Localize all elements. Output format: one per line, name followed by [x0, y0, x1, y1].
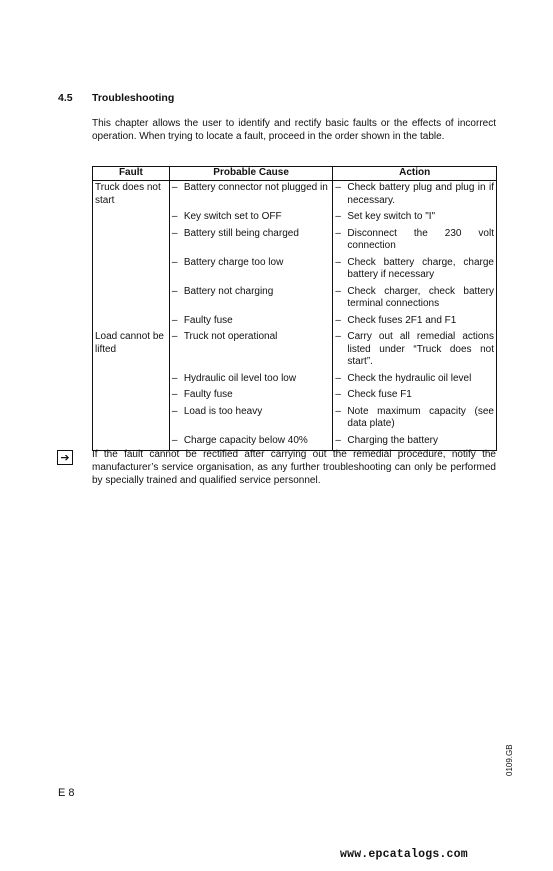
fault-cell	[93, 227, 170, 256]
cause-cell	[169, 405, 333, 434]
table-row	[93, 210, 497, 227]
cause-text: Faulty fuse	[183, 389, 233, 400]
fault-cell	[93, 285, 170, 314]
list-dash: –	[171, 256, 178, 268]
table-row	[93, 181, 497, 211]
list-dash: –	[335, 211, 341, 222]
fault-cell	[93, 405, 170, 434]
list-dash: –	[335, 331, 341, 342]
list-dash: –	[171, 331, 178, 342]
action-cell	[333, 227, 497, 256]
list-dash: –	[335, 314, 341, 326]
header-action: Action	[333, 167, 497, 181]
list-dash: –	[171, 434, 178, 446]
cause-text: Battery not charging	[183, 285, 274, 297]
cause-text: Truck not operational	[183, 331, 278, 342]
section-number: 4.5	[58, 92, 73, 104]
table-row	[93, 372, 497, 389]
action-text: Check fuse F1	[347, 389, 412, 400]
fault-cell	[93, 372, 170, 389]
page-number: E 8	[58, 787, 75, 799]
action-cell	[333, 210, 497, 227]
cause-text: Battery still being charged	[183, 227, 299, 239]
action-text: Check battery plug and plug in if necessary.	[347, 182, 494, 206]
list-dash: –	[335, 227, 341, 239]
table-header-row	[93, 167, 497, 181]
action-cell	[333, 330, 497, 372]
cause-cell	[169, 181, 333, 211]
action-cell	[333, 285, 497, 314]
cause-cell	[169, 330, 333, 372]
list-dash: –	[335, 389, 341, 400]
list-dash: –	[171, 405, 178, 417]
note-paragraph: If the fault cannot be rectified after carrying out the remedial procedure, notify the manufacturer’s service organisation, as any further troubleshooting can only be performed by specially trained and qualified service personnel.	[92, 449, 496, 486]
action-cell	[333, 405, 497, 434]
fault-cell: Truck does not start	[93, 181, 170, 211]
action-cell	[333, 372, 497, 389]
cause-text: Battery connector not plugged in	[183, 182, 328, 193]
action-cell	[333, 314, 497, 331]
fault-cell	[93, 210, 170, 227]
list-dash: –	[171, 314, 178, 326]
table-row	[93, 227, 497, 256]
document-code: 0109.GB	[505, 744, 514, 776]
action-text: Charging the battery	[347, 434, 439, 446]
header-fault: Fault	[93, 167, 170, 181]
cause-cell	[169, 314, 333, 331]
cause-cell	[169, 285, 333, 314]
list-dash: –	[335, 405, 341, 417]
list-dash: –	[171, 182, 178, 193]
section-title: Troubleshooting	[92, 92, 175, 104]
fault-cell	[93, 388, 170, 405]
cause-cell	[169, 210, 333, 227]
action-cell	[333, 256, 497, 285]
action-text: Check battery charge, charge battery if necessary	[347, 256, 494, 280]
list-dash: –	[335, 256, 341, 268]
cause-text: Battery charge too low	[183, 256, 284, 268]
table-row	[93, 314, 497, 331]
cause-cell	[169, 227, 333, 256]
list-dash: –	[171, 211, 178, 222]
action-text: Check charger, check battery terminal connections	[347, 285, 494, 309]
list-dash: –	[171, 285, 178, 297]
cause-text: Key switch set to OFF	[183, 211, 282, 222]
troubleshooting-table	[92, 166, 497, 451]
action-text: Note maximum capacity (see data plate)	[347, 405, 494, 429]
list-dash: –	[171, 227, 178, 239]
action-cell	[333, 181, 497, 211]
header-cause: Probable Cause	[169, 167, 333, 181]
cause-text: Load is too heavy	[183, 405, 263, 417]
website-watermark: www.epcatalogs.com	[340, 848, 468, 861]
cause-text: Charge capacity below 40%	[183, 434, 308, 446]
table-body	[93, 181, 497, 451]
intro-paragraph: This chapter allows the user to identify and rectify basic faults or the effects of incorrect operation. When trying to locate a fault, proceed in the order shown in the table.	[92, 118, 496, 142]
list-dash: –	[335, 372, 341, 384]
arrow-right-icon: ➔	[57, 450, 73, 465]
action-cell	[333, 388, 497, 405]
action-text: Disconnect the 230 volt connection	[347, 227, 494, 251]
list-dash: –	[171, 389, 178, 400]
table-row	[93, 388, 497, 405]
list-dash: –	[171, 372, 178, 384]
action-text: Set key switch to "I"	[347, 211, 436, 222]
table-row	[93, 330, 497, 372]
section-heading	[58, 92, 174, 104]
table-row	[93, 405, 497, 434]
table-row	[93, 285, 497, 314]
fault-cell	[93, 314, 170, 331]
action-text: Carry out all remedial actions listed under “Truck does not start”.	[347, 331, 494, 367]
action-text: Check fuses 2F1 and F1	[347, 314, 457, 326]
list-dash: –	[335, 285, 341, 297]
fault-cell: Load cannot be lifted	[93, 330, 170, 372]
list-dash: –	[335, 434, 341, 446]
fault-cell	[93, 256, 170, 285]
list-dash: –	[335, 182, 341, 193]
action-text: Check the hydraulic oil level	[347, 372, 472, 384]
table-row	[93, 256, 497, 285]
cause-text: Faulty fuse	[183, 314, 233, 326]
cause-cell	[169, 388, 333, 405]
cause-text: Hydraulic oil level too low	[183, 372, 297, 384]
cause-cell	[169, 372, 333, 389]
cause-cell	[169, 256, 333, 285]
